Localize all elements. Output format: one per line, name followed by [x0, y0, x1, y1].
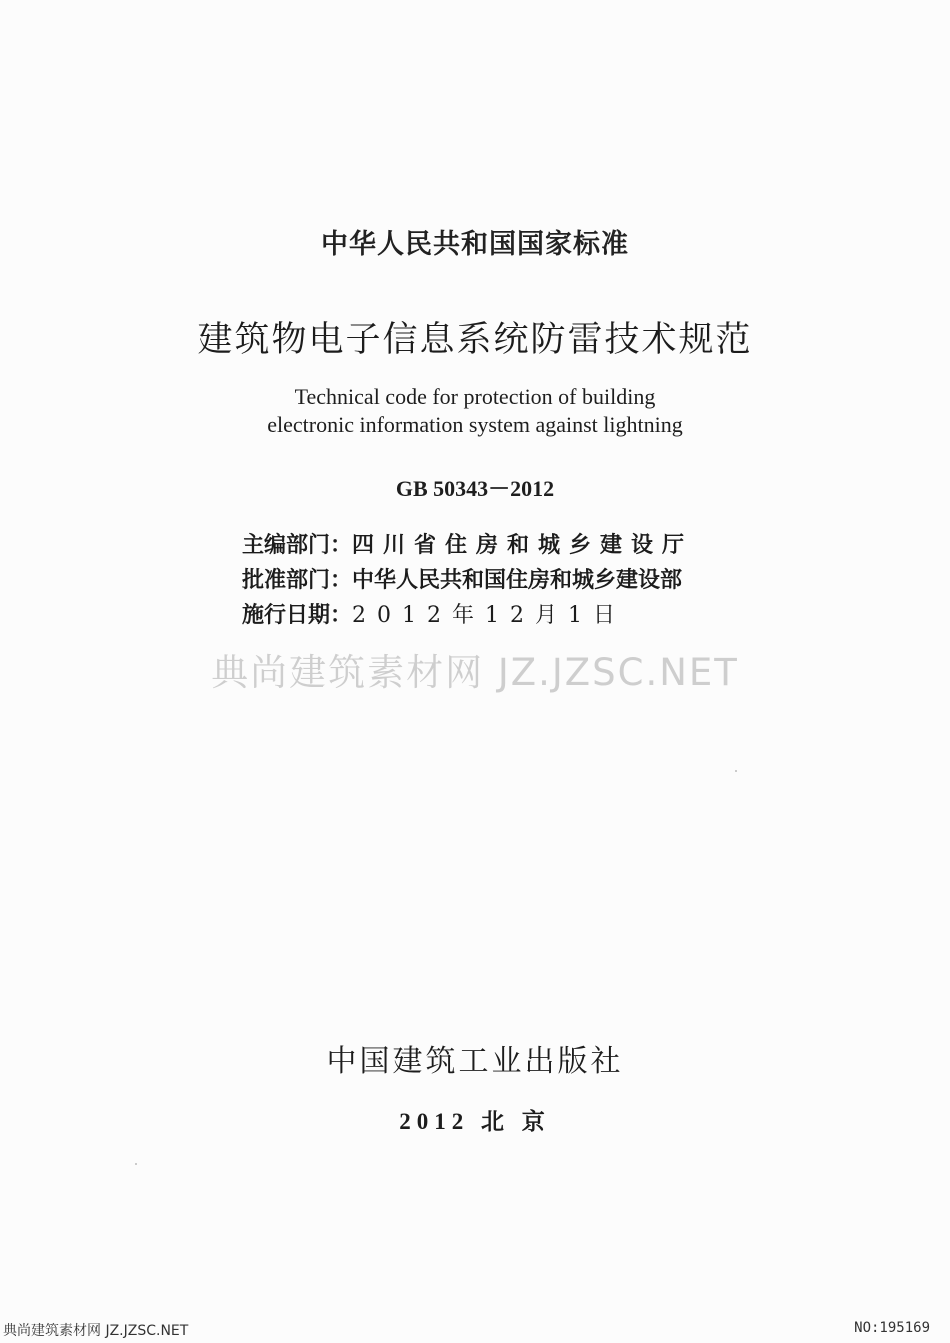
info-value: 四川省住房和城乡建设厅: [352, 533, 694, 558]
english-title-line-2: electronic information system against lightning: [267, 412, 683, 437]
english-title: [0, 383, 950, 439]
info-value: 中华人民共和国住房和城乡建设部: [352, 568, 683, 593]
footer-site-label: 典尚建筑素材网 JZ.JZSC.NET: [3, 1323, 189, 1339]
chinese-title: 建筑物电子信息系统防雷技术规范: [197, 320, 753, 360]
info-row-editor: [242, 528, 693, 563]
info-label: 施行日期：: [242, 603, 353, 628]
publication-info: [242, 528, 693, 633]
info-value: 2012年12月1日: [352, 603, 626, 628]
watermark-text: 典尚建筑素材网 JZ.JZSC.NET: [211, 651, 739, 694]
info-row-approver: [242, 563, 693, 598]
publish-year-place: 2012 北 京: [399, 1109, 551, 1134]
scan-speck: [135, 1163, 137, 1165]
scan-speck: [735, 770, 737, 772]
standard-type-heading: 中华人民共和国国家标准: [321, 229, 629, 260]
english-title-line-1: Technical code for protection of building: [294, 384, 656, 409]
publisher-name: 中国建筑工业出版社: [326, 1044, 624, 1079]
info-label: 批准部门：: [242, 568, 353, 593]
standard-code-number: GB 50343－2012: [395, 476, 555, 501]
footer-number: NO:195169: [854, 1320, 930, 1336]
info-row-effective-date: [242, 598, 693, 633]
info-label: 主编部门：: [242, 533, 353, 558]
